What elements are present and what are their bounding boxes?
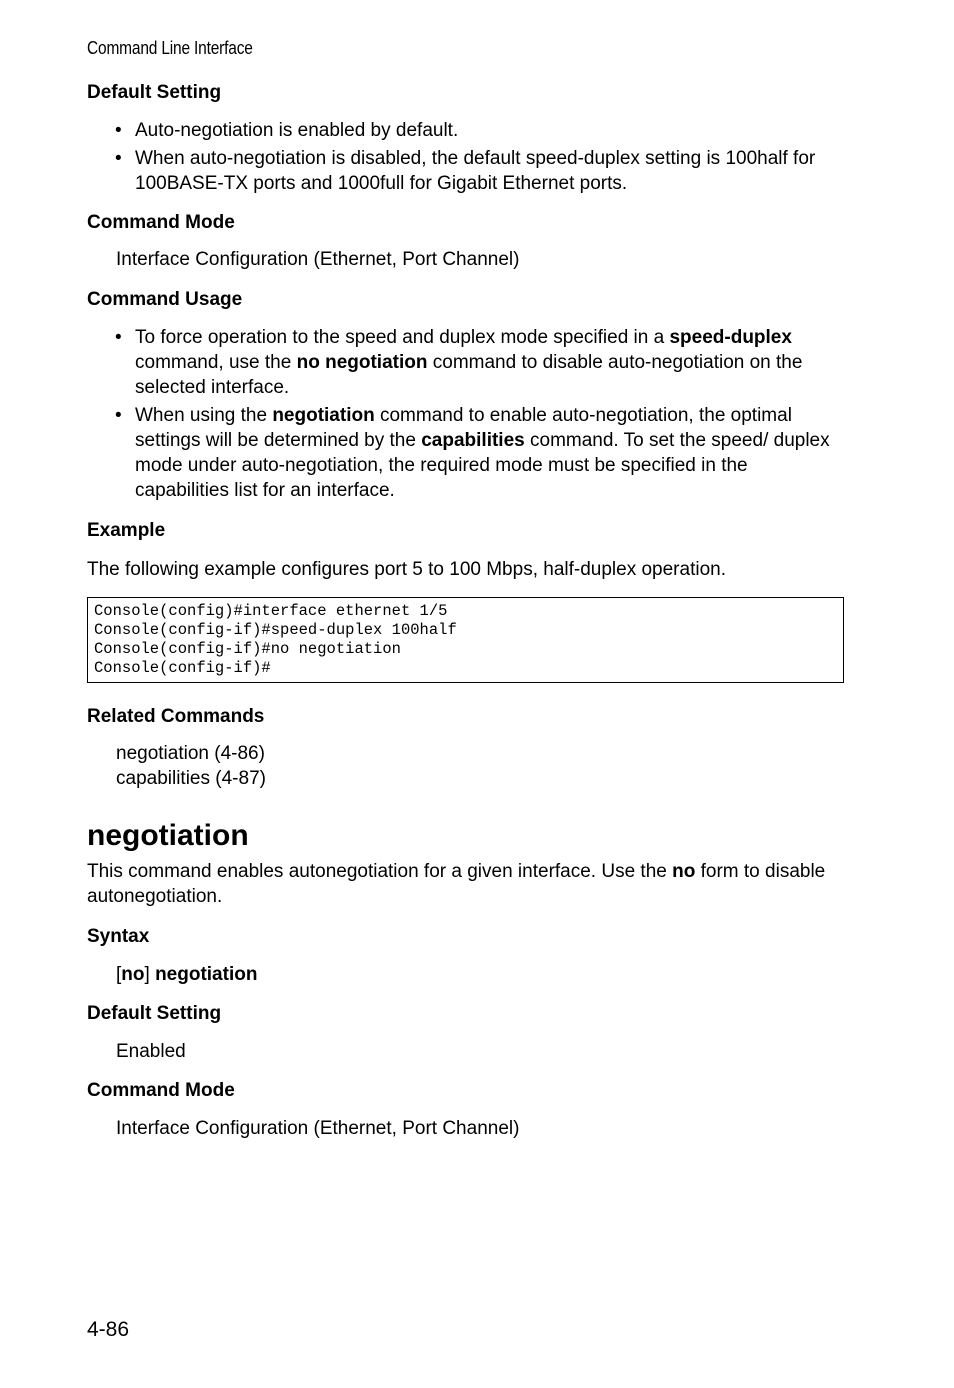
code-example	[87, 597, 844, 683]
list-item: • Auto-negotiation is enabled by default.	[115, 120, 459, 141]
command-title: negotiation	[87, 819, 249, 852]
page-number: 4-86	[87, 1318, 130, 1341]
code-line: Console(config-if)#no negotiation	[94, 640, 401, 658]
command-mode-heading: Command Mode	[87, 212, 235, 233]
command-mode-text: Interface Configuration (Ethernet, Port Channel)	[116, 249, 520, 270]
command-mode-heading: Command Mode	[87, 1080, 235, 1101]
list-item: • When auto-negotiation is disabled, the default speed-duplex setting is 100half for 100BASE-TX ports and 1000full for Gigabit Ethernet ports.	[115, 148, 816, 194]
code-line: Console(config-if)#	[94, 659, 271, 677]
default-setting-heading: Default Setting	[87, 1003, 222, 1024]
code-line: Console(config)#interface ethernet 1/5	[94, 602, 448, 620]
list-item: • To force operation to the speed and duplex mode specified in a speed-duplex command, use the no negotiation command to disable auto-negotiation on the selected interface.	[115, 327, 803, 398]
syntax-text: [no] negotiation	[116, 964, 258, 985]
code-line: Console(config-if)#speed-duplex 100half	[94, 621, 457, 639]
list-item: • When using the negotiation command to enable auto-negotiation, the optimal settings will be determined by the capabilities command. To set the speed/ duplex mode under auto-negotiation, the required mode must be specified in the capabilities list for an interface.	[115, 405, 830, 501]
command-usage-heading: Command Usage	[87, 289, 243, 310]
related-commands-heading: Related Commands	[87, 706, 265, 727]
example-intro: The following example configures port 5 to 100 Mbps, half-duplex operation.	[87, 559, 726, 580]
example-heading: Example	[87, 520, 166, 541]
default-setting-text: Enabled	[116, 1041, 186, 1062]
syntax-heading: Syntax	[87, 926, 150, 947]
default-setting-list	[87, 118, 847, 199]
command-mode-text: Interface Configuration (Ethernet, Port Channel)	[116, 1118, 520, 1139]
related-command-link[interactable]: negotiation (4-86)	[116, 743, 265, 764]
running-head: Command Line Interface	[87, 38, 253, 58]
default-setting-heading: Default Setting	[87, 82, 222, 103]
command-usage-list	[87, 325, 847, 506]
related-command-link[interactable]: capabilities (4-87)	[116, 768, 266, 789]
command-description: This command enables autonegotiation for a given interface. Use the no form to disable autonegotiation.	[87, 861, 826, 907]
